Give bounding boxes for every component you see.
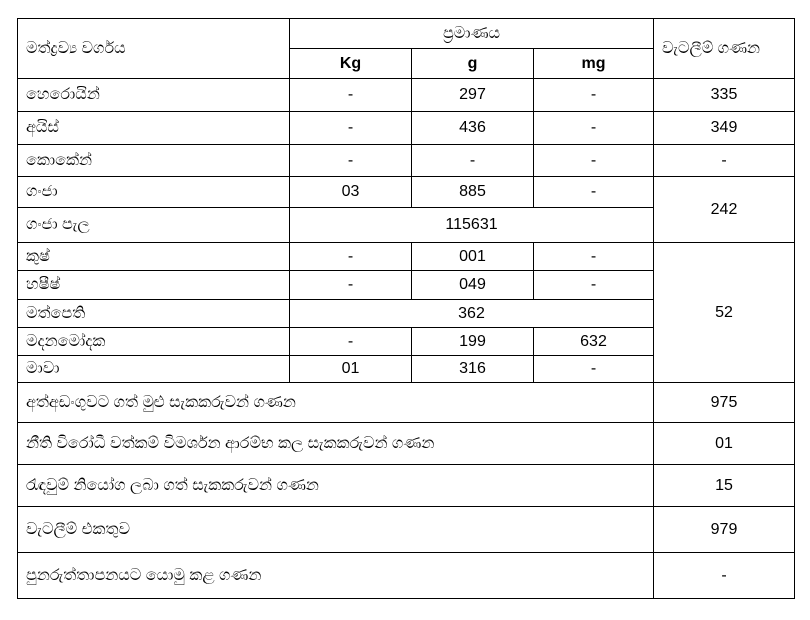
drug-name: ගංජා — [18, 177, 290, 208]
drug-type-header: මත්ද්‍රව්‍ය වර්ගය — [18, 19, 290, 79]
kg-value: 01 — [290, 356, 412, 383]
quantity-header: ප්‍රමාණය — [290, 19, 654, 49]
drug-name: හෂීෂ් — [18, 271, 290, 300]
drug-name: මදනමෝදක — [18, 328, 290, 356]
kg-value: - — [290, 112, 412, 145]
mg-value: - — [534, 271, 654, 300]
summary-value: 975 — [654, 383, 795, 423]
unit-kg: Kg — [290, 49, 412, 79]
g-value: 316 — [412, 356, 534, 383]
merged-quantity: 362 — [290, 300, 654, 328]
unit-mg: mg — [534, 49, 654, 79]
summary-value: 15 — [654, 465, 795, 507]
summary-label: පුනරුත්තාපනයට යොමු කළ ගණන — [18, 553, 654, 599]
mg-value: - — [534, 112, 654, 145]
summary-label: නීති විරෝධී වත්කම් විමර්ශන ආරම්භ කල සැකකරුවන් ගණන — [18, 423, 654, 465]
raid-count-ganja-group: 242 — [654, 177, 795, 243]
header-row — [18, 19, 795, 49]
table-row — [18, 145, 795, 177]
drug-name: මාවා — [18, 356, 290, 383]
kg-value: - — [290, 328, 412, 356]
drug-name: ගංජා පැල — [18, 208, 290, 243]
table-row — [18, 177, 795, 208]
summary-row — [18, 383, 795, 423]
kg-value: - — [290, 145, 412, 177]
summary-value: - — [654, 553, 795, 599]
kg-value: - — [290, 243, 412, 271]
g-value: 436 — [412, 112, 534, 145]
mg-value: - — [534, 356, 654, 383]
drug-seizure-table — [17, 18, 795, 599]
summary-row — [18, 507, 795, 553]
mg-value: 632 — [534, 328, 654, 356]
table-row — [18, 79, 795, 112]
raid-count-header: වැටලීම් ගණන — [654, 19, 795, 79]
drug-name: මත්පෙති — [18, 300, 290, 328]
kg-value: - — [290, 79, 412, 112]
summary-row — [18, 465, 795, 507]
merged-quantity: 115631 — [290, 208, 654, 243]
kg-value: - — [290, 271, 412, 300]
drug-name: කොකේන් — [18, 145, 290, 177]
unit-g: g — [412, 49, 534, 79]
summary-row — [18, 423, 795, 465]
mg-value: - — [534, 243, 654, 271]
mg-value: - — [534, 79, 654, 112]
raid-count: - — [654, 145, 795, 177]
raid-count: 335 — [654, 79, 795, 112]
g-value: 199 — [412, 328, 534, 356]
table-row — [18, 112, 795, 145]
g-value: 049 — [412, 271, 534, 300]
raid-count-other-group: 52 — [654, 243, 795, 383]
mg-value: - — [534, 145, 654, 177]
summary-value: 01 — [654, 423, 795, 465]
summary-value: 979 — [654, 507, 795, 553]
summary-label: රැඳවුම් නියෝග ලබා ගත් සැකකරුවන් ගණන — [18, 465, 654, 507]
drug-name: හෙරොයින් — [18, 79, 290, 112]
g-value: - — [412, 145, 534, 177]
g-value: 001 — [412, 243, 534, 271]
summary-row — [18, 553, 795, 599]
g-value: 885 — [412, 177, 534, 208]
g-value: 297 — [412, 79, 534, 112]
drug-name: කුෂ් — [18, 243, 290, 271]
table-row — [18, 243, 795, 271]
summary-label: වැටලීම් එකතුව — [18, 507, 654, 553]
mg-value: - — [534, 177, 654, 208]
raid-count: 349 — [654, 112, 795, 145]
kg-value: 03 — [290, 177, 412, 208]
drug-name: අයිස් — [18, 112, 290, 145]
summary-label: අත්අඩංගුවට ගත් මුළු සැකකරුවන් ගණන — [18, 383, 654, 423]
